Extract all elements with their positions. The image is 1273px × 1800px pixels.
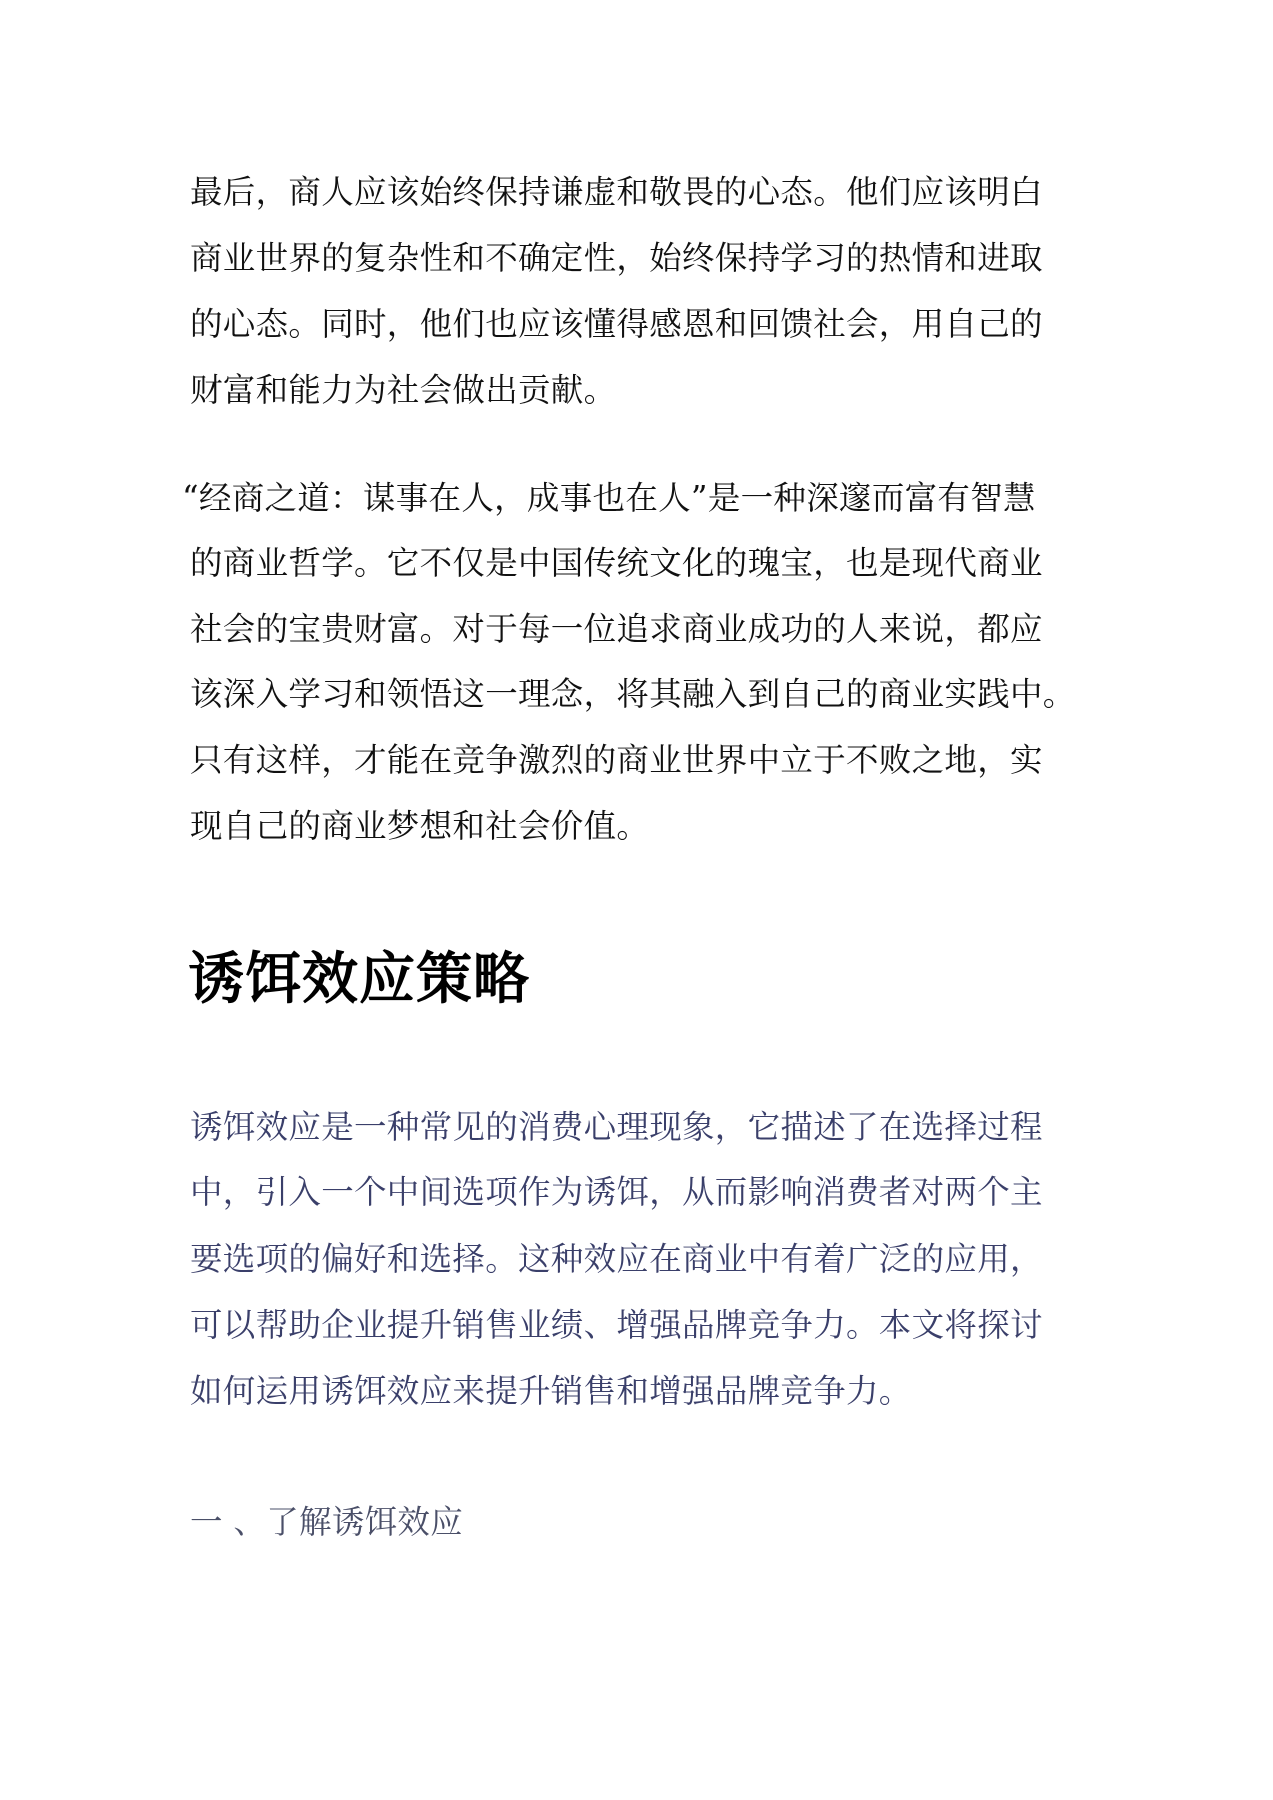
paragraph-2-line-3: 社会的宝贵财富。对于每一位追求商业成功的人来说，都应 (190, 610, 1043, 648)
paragraph-2-line-5: 只有这样，才能在竞争激烈的商业世界中立于不败之地，实 (190, 741, 1043, 779)
paragraph-2-line-4: 该深入学习和领悟这一理念，将其融入到自己的商业实践中。 (190, 675, 1076, 713)
intro-line-2: 中，引入一个中间选项作为诱饵，从而影响消费者对两个主 (190, 1173, 1043, 1211)
paragraph-2-line-1: “经商之道：谋事在人，成事也在人”是一种深邃而富有智慧 (182, 479, 1036, 517)
paragraph-1-line-3: 的心态。同时，他们也应该懂得感恩和回馈社会，用自己的 (190, 305, 1043, 343)
paragraph-1-line-4: 财富和能力为社会做出贡献。 (190, 371, 617, 409)
section-heading: 诱饵效应策略 (188, 947, 530, 1012)
paragraph-1-line-1: 最后，商人应该始终保持谦虚和敬畏的心态。他们应该明白 (190, 173, 1043, 211)
paragraph-2-line-2: 的商业哲学。它不仅是中国传统文化的瑰宝，也是现代商业 (190, 544, 1043, 582)
intro-line-4: 可以帮助企业提升销售业绩、增强品牌竞争力。本文将探讨 (190, 1306, 1043, 1344)
subheading: 一 、了解诱饵效应 (190, 1503, 464, 1541)
intro-line-1: 诱饵效应是一种常见的消费心理现象，它描述了在选择过程 (190, 1108, 1043, 1146)
intro-line-5: 如何运用诱饵效应来提升销售和增强品牌竞争力。 (190, 1372, 912, 1410)
paragraph-1-line-2: 商业世界的复杂性和不确定性，始终保持学习的热情和进取 (190, 239, 1043, 277)
intro-line-3: 要选项的偏好和选择。这种效应在商业中有着广泛的应用， (190, 1240, 1043, 1278)
paragraph-2-line-6: 现自己的商业梦想和社会价值。 (190, 807, 650, 845)
